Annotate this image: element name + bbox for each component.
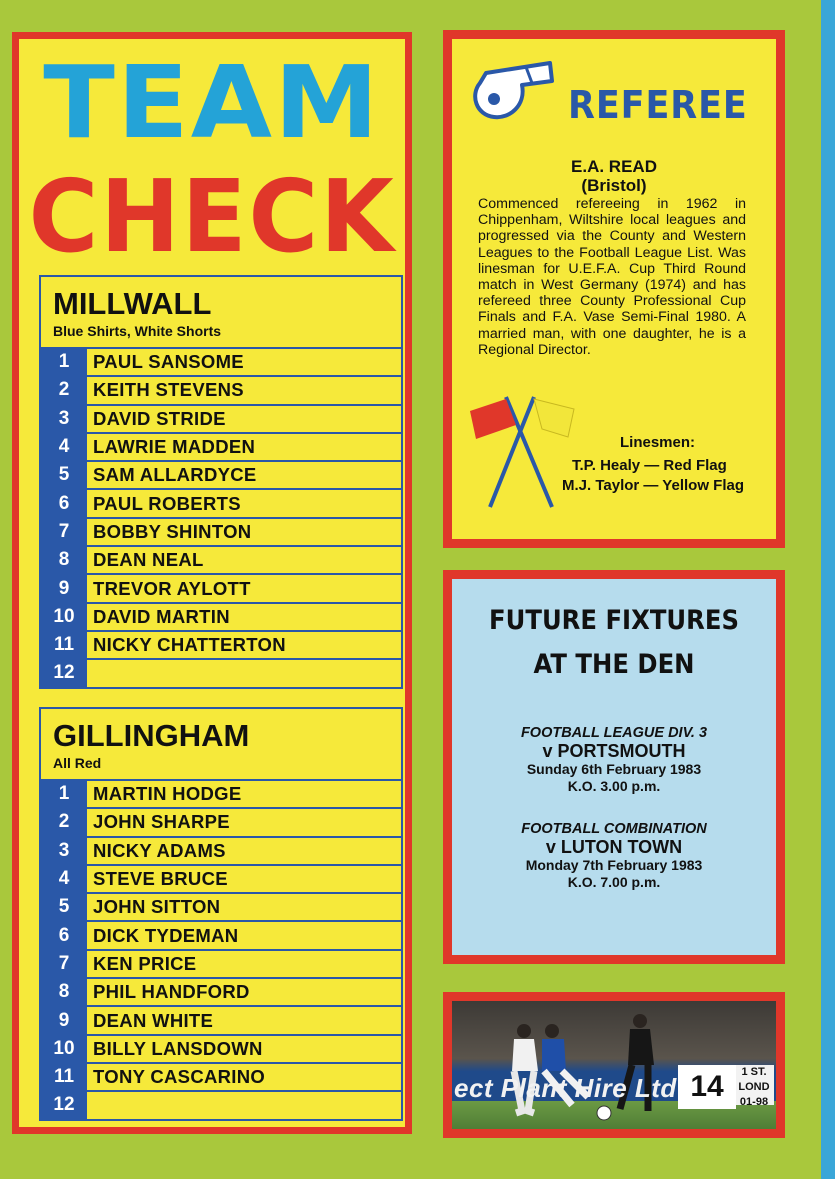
player-name: DEAN NEAL — [93, 549, 204, 571]
player-row — [41, 892, 401, 920]
shirt-number: 3 — [41, 406, 87, 432]
shirt-number: 4 — [41, 434, 87, 460]
player-name: KEITH STEVENS — [93, 379, 244, 401]
player-name: TONY CASCARINO — [93, 1066, 266, 1088]
away-team-colours: All Red — [53, 755, 102, 771]
player-row — [41, 1090, 401, 1118]
player-row — [41, 488, 401, 516]
player-name: DICK TYDEMAN — [93, 924, 239, 946]
future-fixtures-panel — [443, 570, 785, 964]
away-team-name: GILLINGHAM — [53, 718, 250, 753]
referee-town: (Bristol) — [581, 176, 647, 195]
away-team-header — [41, 709, 401, 779]
referee-title: REFEREE — [568, 83, 748, 127]
player-name: MARTIN HODGE — [93, 783, 242, 805]
linesman-1: T.P. Healy — Red Flag — [572, 457, 727, 474]
advert-right-line2: 01-98 — [739, 1096, 769, 1108]
player-name: JOHN SHARPE — [93, 811, 230, 833]
shirt-number: 6 — [41, 922, 87, 948]
player-row — [41, 949, 401, 977]
player-row — [41, 977, 401, 1005]
linesmen-title: Linesmen: — [620, 434, 696, 451]
shirt-number: 3 — [41, 838, 87, 864]
player-row — [41, 460, 401, 488]
advert-board-text: ect Plant Hire Ltd — [454, 1073, 677, 1103]
player-row — [41, 1034, 401, 1062]
player-row — [41, 658, 401, 686]
home-team-box — [39, 275, 403, 689]
shirt-number: 12 — [41, 660, 87, 686]
player-name: BILLY LANSDOWN — [93, 1037, 263, 1059]
player-name: PHIL HANDFORD — [93, 981, 250, 1003]
match-photo — [452, 1001, 776, 1129]
shirt-number: 5 — [41, 894, 87, 920]
home-team-header — [41, 277, 401, 347]
referee-name: E.A. READ — [571, 157, 657, 176]
title-team: TEAM — [43, 44, 381, 161]
shirt-number: 2 — [41, 377, 87, 403]
shirt-number: 2 — [41, 809, 87, 835]
fixtures-title-line2: AT THE DEN — [533, 649, 695, 680]
player-row — [41, 1062, 401, 1090]
shirt-number: 10 — [41, 1036, 87, 1062]
shirt-number: 4 — [41, 866, 87, 892]
player-name: LAWRIE MADDEN — [93, 436, 256, 458]
fixture-kickoff: K.O. 3.00 p.m. — [567, 778, 661, 794]
home-team-name: MILLWALL — [53, 286, 212, 321]
linesman-2: M.J. Taylor — Yellow Flag — [562, 477, 744, 494]
shirt-number: 11 — [41, 632, 87, 658]
page-number: 14 — [678, 1065, 736, 1109]
shirt-number: 7 — [41, 519, 87, 545]
player-name: KEN PRICE — [93, 952, 197, 974]
home-roster — [41, 347, 401, 687]
player-row — [41, 779, 401, 807]
fixture-date: Monday 7th February 1983 — [525, 857, 703, 873]
title-check: CHECK — [28, 158, 396, 275]
page-edge — [821, 0, 835, 1179]
player-name — [87, 1092, 401, 1118]
player-name: TREVOR AYLOTT — [93, 577, 251, 599]
fixture-item — [452, 821, 776, 891]
fixture-competition: FOOTBALL LEAGUE DIV. 3 — [520, 725, 708, 741]
player-row — [41, 347, 401, 375]
shirt-number: 8 — [41, 547, 87, 573]
player-name: SAM ALLARDYCE — [93, 464, 257, 486]
referee-panel — [443, 30, 785, 548]
player-name: DEAN WHITE — [93, 1009, 214, 1031]
shirt-number: 12 — [41, 1092, 87, 1118]
advert-board-right — [734, 1065, 774, 1108]
fixture-competition: FOOTBALL COMBINATION — [521, 821, 707, 837]
shirt-number: 7 — [41, 951, 87, 977]
shirt-number: 1 — [41, 349, 87, 375]
player-row — [41, 375, 401, 403]
shirt-number: 11 — [41, 1064, 87, 1090]
player-name — [87, 660, 401, 686]
fixture-opponent: v PORTSMOUTH — [542, 741, 686, 761]
player-row — [41, 545, 401, 573]
home-team-colours: Blue Shirts, White Shorts — [53, 323, 222, 339]
player-name: PAUL SANSOME — [93, 351, 244, 373]
player-row — [41, 836, 401, 864]
player-row — [41, 602, 401, 630]
fixture-date: Sunday 6th February 1983 — [526, 761, 702, 777]
shirt-number: 10 — [41, 604, 87, 630]
player-row — [41, 920, 401, 948]
player-name: STEVE BRUCE — [93, 868, 228, 890]
away-team-box — [39, 707, 403, 1121]
whistle-icon — [466, 55, 556, 125]
shirt-number: 8 — [41, 979, 87, 1005]
crossed-flags-icon — [466, 395, 586, 515]
player-name: DAVID MARTIN — [93, 605, 230, 627]
shirt-number: 1 — [41, 781, 87, 807]
player-row — [41, 630, 401, 658]
fixtures-title-line1: FUTURE FIXTURES — [489, 605, 739, 636]
shirt-number: 6 — [41, 490, 87, 516]
away-roster — [41, 779, 401, 1119]
player-name: DAVID STRIDE — [93, 407, 226, 429]
player-row — [41, 432, 401, 460]
referee-bio: Commenced refereeing in 1962 in Chippenham, Wiltshire local leagues and progressed via the County and Western Leagues to the Football League List. Was linesman for U.E.F.A. Cup Third Round match in West Germany (1974) and has refereed three County Professional Cup Finals and F.A. Vase Semi-Final 1980. A married man, with one daughter, he is a Regional Director. — [478, 196, 746, 358]
player-row — [41, 1005, 401, 1033]
shirt-number: 5 — [41, 462, 87, 488]
fixture-opponent: v LUTON TOWN — [545, 837, 683, 857]
fixture-kickoff: K.O. 7.00 p.m. — [567, 874, 661, 890]
shirt-number: 9 — [41, 575, 87, 601]
fixture-item — [452, 725, 776, 795]
player-row — [41, 864, 401, 892]
shirt-number: 9 — [41, 1007, 87, 1033]
player-name: JOHN SITTON — [93, 896, 221, 918]
player-name: BOBBY SHINTON — [93, 520, 252, 542]
player-name: NICKY ADAMS — [93, 839, 226, 861]
player-row — [41, 517, 401, 545]
match-photo-panel — [443, 992, 785, 1138]
player-row — [41, 404, 401, 432]
player-row — [41, 573, 401, 601]
advert-right-line1: 1 ST. LOND — [738, 1066, 770, 1093]
team-check-panel — [12, 32, 412, 1134]
player-row — [41, 807, 401, 835]
player-name: NICKY CHATTERTON — [93, 634, 286, 656]
player-name: PAUL ROBERTS — [93, 492, 241, 514]
